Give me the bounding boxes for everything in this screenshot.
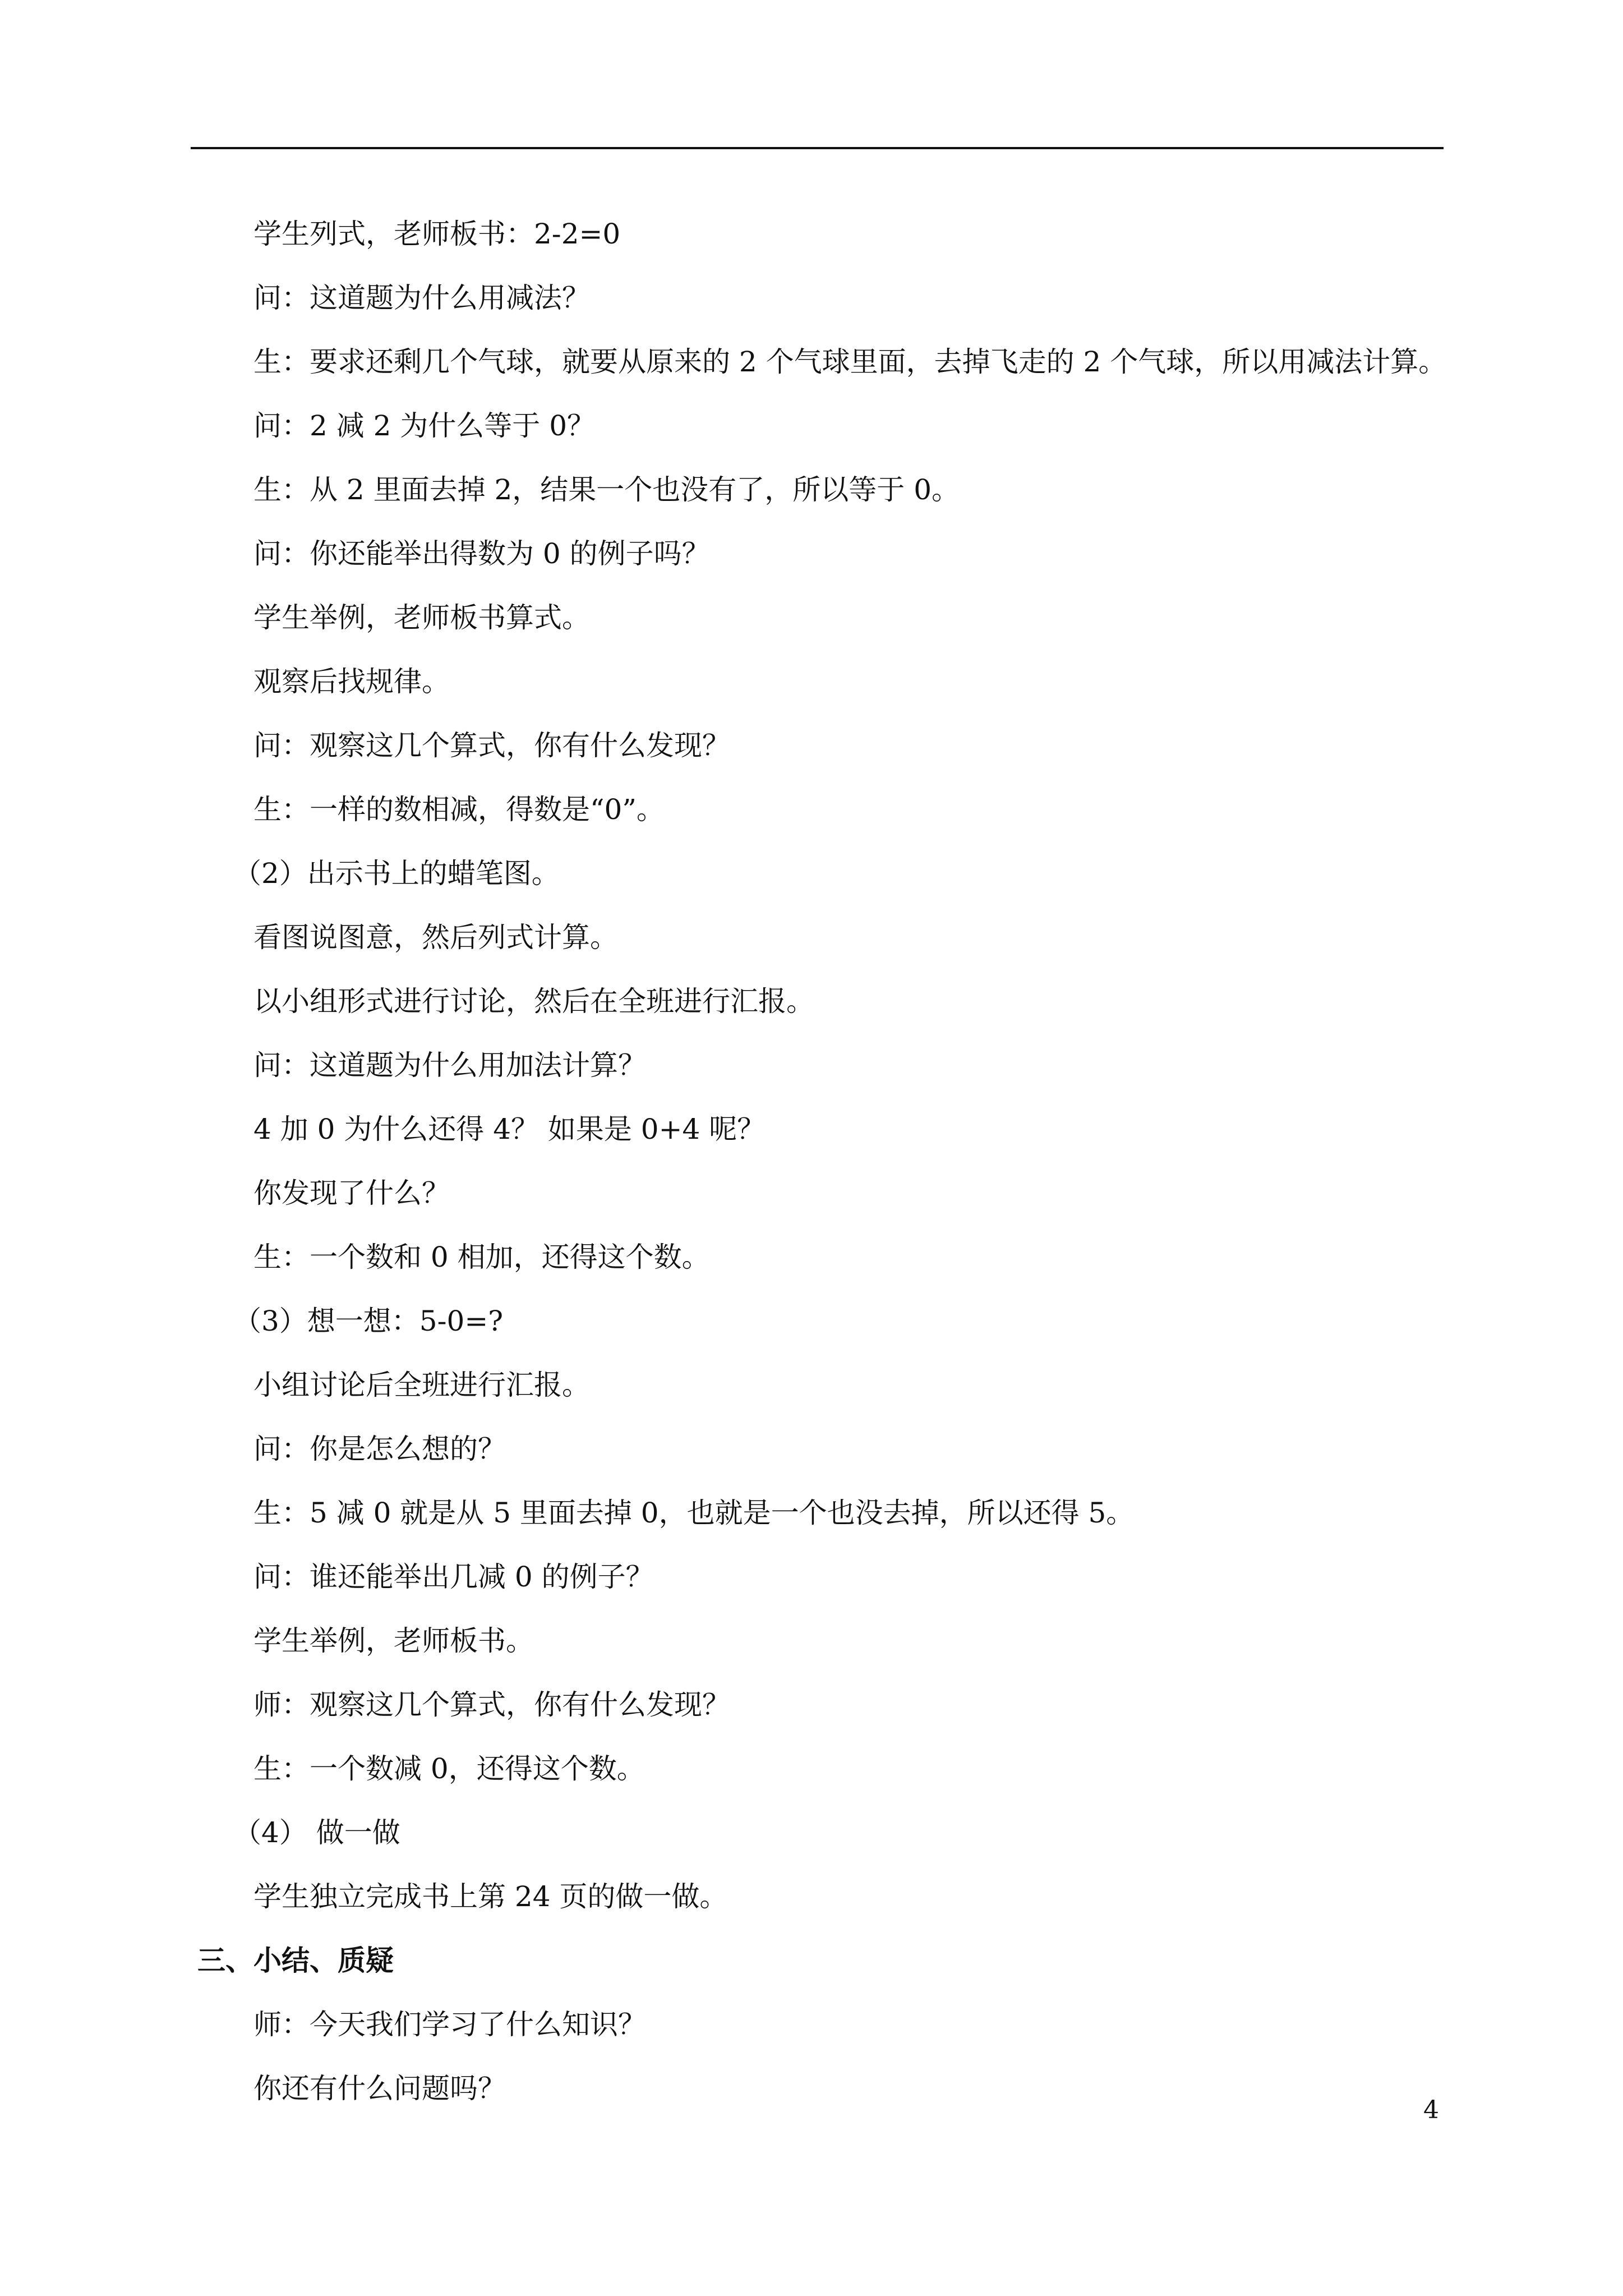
text-line: （4） 做一做 [233,1816,400,1849]
text-line: 学生列式，老师板书：2-2=0 [253,218,621,250]
text-line: 看图说图意，然后列式计算。 [253,921,618,954]
text-line: 问：这道题为什么用加法计算？ [253,1049,646,1082]
text-line: 生：一个数减 0，还得这个数。 [253,1752,645,1785]
text-line: 问：这道题为什么用减法？ [253,282,590,314]
text-line: 问：你是怎么想的？ [253,1433,506,1465]
text-line: 小组讨论后全班进行汇报。 [253,1369,590,1401]
text-line: 问：2 减 2 为什么等于 0？ [253,409,596,442]
text-line: 问：观察这几个算式，你有什么发现？ [253,729,730,762]
text-line: 4 加 0 为什么还得 4？ 如果是 0+4 呢？ [253,1113,766,1145]
text-line: 学生举例，老师板书算式。 [253,601,590,634]
text-line: 你发现了什么？ [253,1177,450,1209]
text-line: 学生独立完成书上第 24 页的做一做。 [253,1880,728,1913]
header-rule [191,147,1444,149]
text-line: 生：一个数和 0 相加，还得这个数。 [253,1241,710,1273]
text-line: 师：观察这几个算式，你有什么发现？ [253,1688,730,1721]
section-heading: 三、小结、质疑 [197,1944,394,1977]
page-number: 4 [1423,2096,1439,2124]
text-line: 师：今天我们学习了什么知识？ [253,2008,646,2041]
text-line: （3）想一想：5-0=? [233,1305,504,1337]
text-line: （2）出示书上的蜡笔图。 [233,857,560,890]
text-line: 学生举例，老师板书。 [253,1625,534,1657]
text-line: 你还有什么问题吗？ [253,2072,506,2105]
text-line: 问：谁还能举出几减 0 的例子？ [253,1561,654,1593]
document-body [191,202,1447,2120]
text-line: 生：从 2 里面去掉 2，结果一个也没有了，所以等于 0。 [253,473,960,506]
text-line: 问：你还能举出得数为 0 的例子吗？ [253,537,710,570]
text-line: 生：一样的数相减，得数是“0”。 [253,793,665,826]
text-line: 以小组形式进行讨论，然后在全班进行汇报。 [253,985,814,1018]
text-line: 观察后找规律。 [253,665,450,698]
text-line: 生：5 减 0 就是从 5 里面去掉 0，也就是一个也没去掉，所以还得 5。 [253,1497,1135,1529]
text-line: 生：要求还剩几个气球，就要从原来的 2 个气球里面，去掉飞走的 2 个气球，所以用减法计算。 [253,346,1447,378]
